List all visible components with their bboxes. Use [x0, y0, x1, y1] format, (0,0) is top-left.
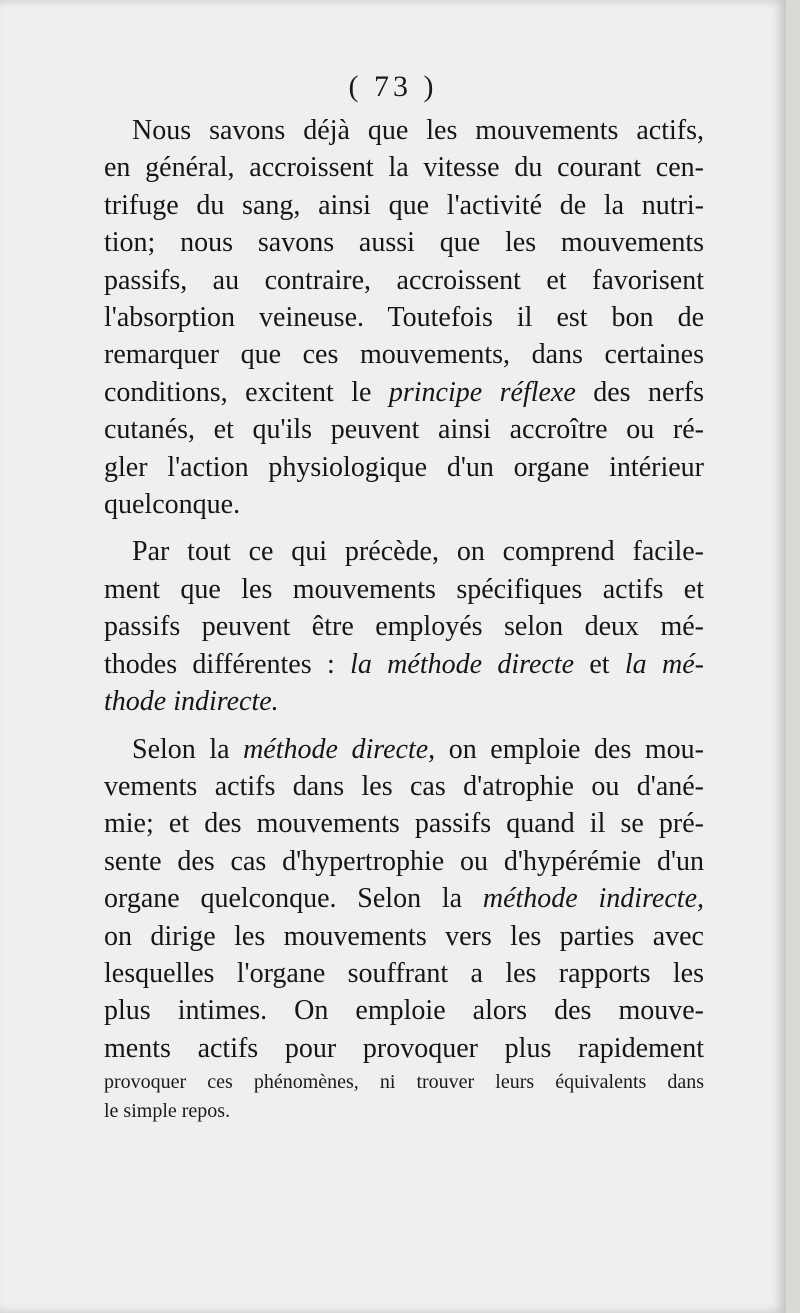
text-fragment: on emploie des mou-: [435, 733, 704, 765]
text-line: quelconque.: [104, 489, 241, 521]
text-line: remarquer que ces mouvements, dans certaines: [104, 339, 704, 371]
italic-term: la méthode directe: [350, 648, 575, 680]
text-line: Par tout ce qui précède, on comprend facile-: [132, 536, 704, 568]
text-line: Nous savons déjà que les mouvements actifs,: [132, 115, 704, 146]
text-line: trifuge du sang, ainsi que l'activité de la nutri-: [104, 189, 704, 221]
text-line: [104, 683, 704, 720]
text-fragment: Selon la: [132, 733, 244, 765]
text-line: l'absorption veineuse. Toutefois il est bon de: [104, 302, 704, 334]
text-line: gler l'action physiologique d'un organe intérieur: [104, 451, 704, 483]
italic-term: thode indirecte.: [104, 686, 279, 718]
text-line: [104, 646, 704, 683]
text-line: mie; et des mouvements passifs quand il se pré-: [104, 808, 704, 840]
text-line: en général, accroissent la vitesse du courant cen-: [104, 152, 704, 184]
text-line: on dirige les mouvements vers les parties avec: [104, 920, 704, 952]
page-number: ( 73 ): [348, 70, 438, 103]
text-line: passifs peuvent être employés selon deux mé-: [104, 611, 704, 643]
footnote: [104, 1068, 704, 1126]
text-fragment: et: [574, 648, 625, 680]
text-line: [104, 374, 704, 411]
italic-term: méthode indirecte,: [482, 883, 704, 915]
text-line: vements actifs dans les cas d'atrophie ou d'ané-: [104, 770, 704, 802]
italic-term: principe réflexe: [388, 376, 576, 408]
text-fragment: des nerfs: [575, 376, 704, 408]
text-line: plus intimes. On emploie alors des mouve-: [104, 995, 704, 1027]
italic-term: méthode directe,: [243, 733, 436, 765]
text-line: passifs, au contraire, accroissent et favorisent: [104, 264, 704, 296]
text-line: ment que les mouvements spécifiques actifs et: [104, 573, 704, 605]
paragraph-1: [104, 112, 704, 523]
paragraph-2: [104, 533, 704, 720]
italic-term: la mé-: [624, 648, 704, 680]
paragraph-3: [104, 731, 704, 1068]
text-fragment: thodes différentes :: [104, 648, 351, 680]
text-line: cutanés, et qu'ils peuvent ainsi accroître ou ré-: [104, 414, 704, 446]
text-fragment: conditions, excitent le: [104, 376, 389, 408]
text-line: lesquelles l'organe souffrant a les rapports les: [104, 957, 704, 989]
text-fragment: organe quelconque. Selon la: [104, 883, 483, 915]
text-line: [104, 731, 704, 768]
text-line: tion; nous savons aussi que les mouvements: [104, 227, 704, 259]
text-line: [104, 880, 704, 917]
text-line: sente des cas d'hypertrophie ou d'hypérémie d'un: [104, 845, 704, 877]
footnote-line: provoquer ces phénomènes, ni trouver leurs équivalents dans: [104, 1071, 704, 1093]
text-line: ments actifs pour provoquer plus rapidement: [104, 1032, 704, 1064]
body-text: [104, 112, 704, 1067]
footnote-line: le simple repos.: [104, 1100, 231, 1122]
